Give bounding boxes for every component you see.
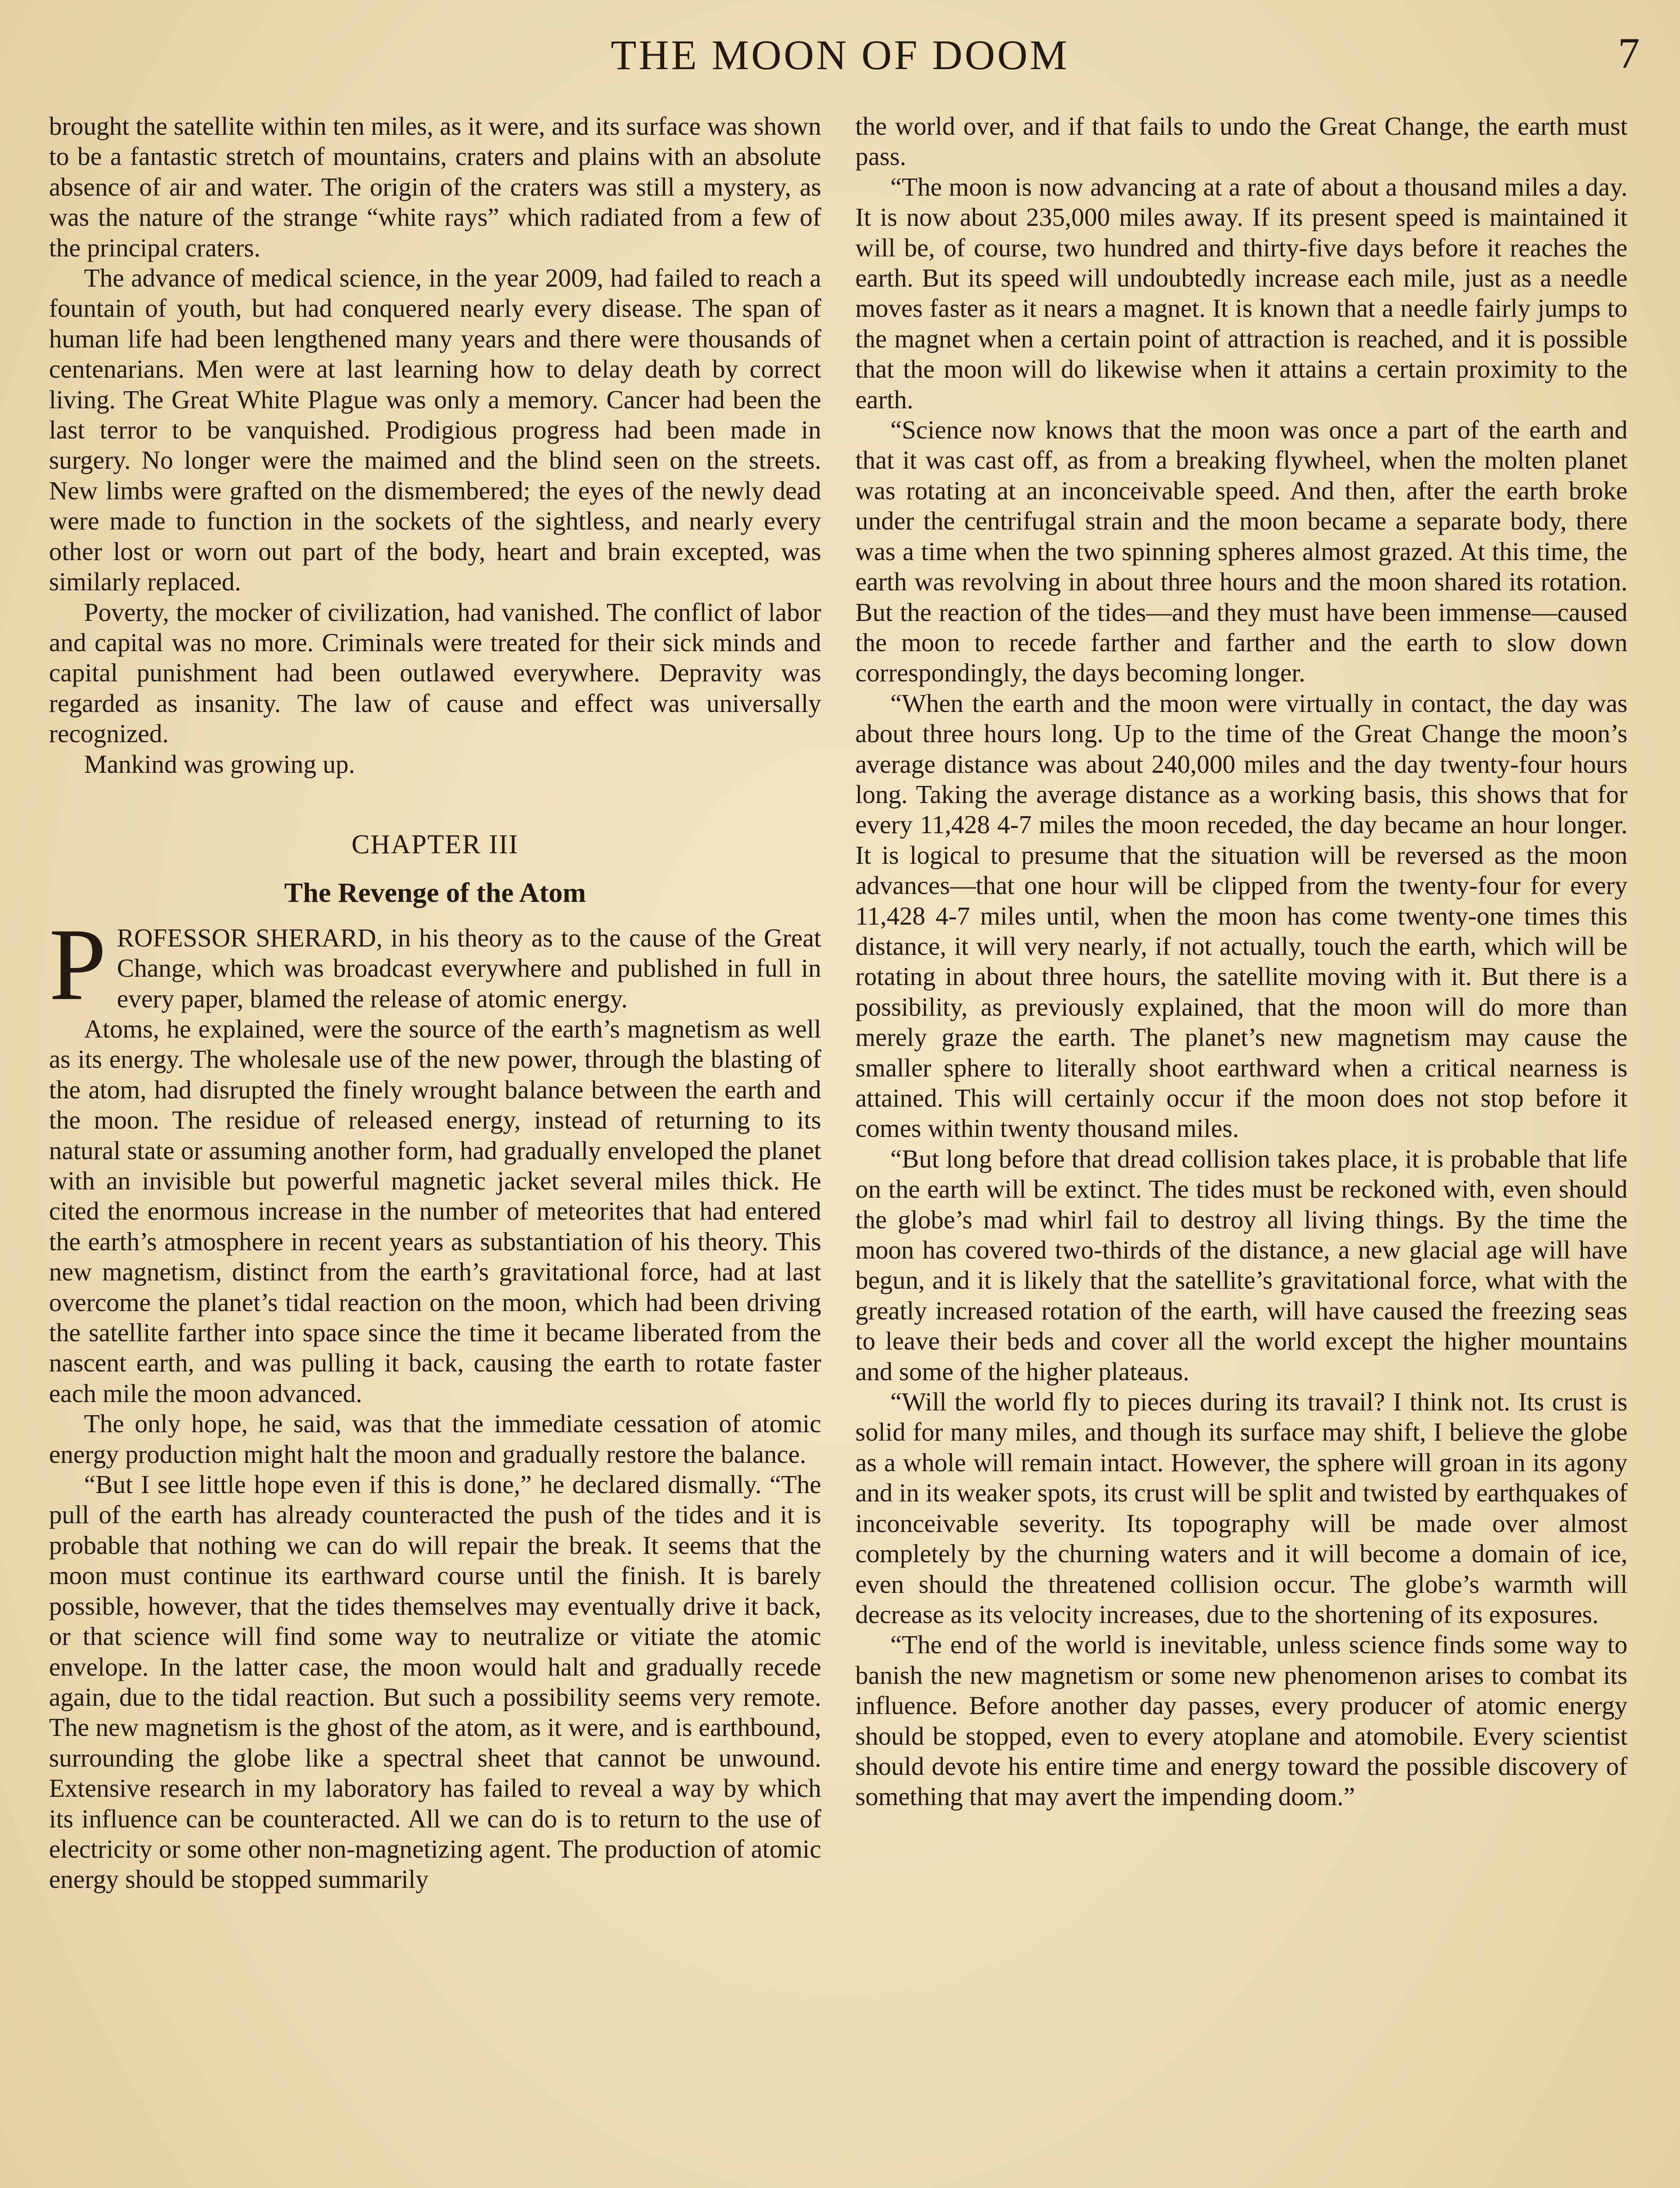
paragraph: Mankind was growing up. (84, 749, 355, 778)
paragraph: “But I see little hope even if this is done,” he declared dismally. “The pull of the earth has already counteracted the push of the tides and it is probable that nothing we can do will repair the break. It seems that the moon must continue its earthward course until the finish. It is barely possible, however, that the tides themselves may eventually drive it back, or that science will find some way to neutralize or vitiate the atomic envelope. In the latter case, the moon would halt and gradually recede again, due to the tidal reaction. But such a possibility seems very remote. The new magnetism is the ghost of the atom, as it were, and is earthbound, surrounding the globe like a spectral sheet that cannot be unwound. Extensive research in my laboratory has failed to reveal a way by which its influence can be counteracted. All we can do is to return to the use of electricity or some other non-magnetizing agent. The production of atomic energy should be stopped summarily (49, 1470, 821, 1894)
paragraph: “When the earth and the moon were virtually in contact, the day was about three hours long. Up to the time of the Great Change the moon’s average distance was about 240,000 miles and the day twenty-four hours long. Taking the average distance as a working basis, this shows that for every 11,428 4-7 miles the moon receded, the day became an hour longer. It is logical to presume that the situation will be reversed as the moon advances—that one hour will be clipped from the twenty-four for every 11,428 4-7 miles until, when the moon has come twenty-one times this distance, it will very nearly, if not actually, touch the earth, which will be rotating in about three hours, the satellite moving with it. But there is a possibility, as previously explained, that the moon will do more than merely graze the earth. The planet’s new magnetism may cause the smaller sphere to literally shoot earthward when a critical nearness is attained. This will certainly occur if the moon does not stop before it comes within twenty thousand miles. (855, 688, 1628, 1143)
paragraph: “Will the world fly to pieces during its travail? I think not. Its crust is solid for many miles, and though its surface may shift, I believe the globe as a whole will remain intact. However, the sphere will groan in its agony and in its weaker spots, its crust will be split and twisted by earthquakes of inconceivable severity. Its topography will be made over almost completely by the churning waters and it will become a domain of ice, even should the threatened collision occur. The globe’s warmth will decrease as its velocity increases, due to the shortening of its exposures. (855, 1387, 1628, 1629)
paragraph: The advance of medical science, in the year 2009, had failed to reach a fountain of youth, but had conquered nearly every disease. The span of human life had been lengthened many years and there were thousands of centenarians. Men were at last learning how to delay death by correct living. The Great White Plague was only a memory. Cancer had been the last terror to be vanquished. Prodigious progress had been made in surgery. No longer were the maimed and the blind seen on the streets. New limbs were grafted on the dismembered; the eyes of the newly dead were made to function in the sockets of the sightless, and nearly every other lost or worn out part of the body, heart and brain excepted, was similarly replaced. (49, 263, 821, 596)
paragraph: brought the satellite within ten miles, as it were, and its surface was shown to be a fantastic stretch of mountains, craters and plains with an absolute absence of air and water. The origin of the craters was still a mystery, as was the nature of the strange “white rays” which radiated from a few of the principal craters. (49, 112, 821, 262)
chapter-heading: CHAPTER III (351, 829, 519, 859)
page-number: 7 (1618, 29, 1640, 77)
paragraph: Poverty, the mocker of civilization, had vanished. The conflict of labor and capital was no more. Criminals were treated for their sick minds and capital punishment had been outlawed everywhere. Depravity was regarded as insanity. The law of cause and effect was universally recognized. (49, 597, 821, 748)
drop-cap: P (49, 907, 107, 1022)
lead-paragraph-text: ROFESSOR SHERARD, in his theory as to the cause of the Great Change, which was broadcast everywhere and published in full in every paper, blamed the release of atomic energy. (117, 923, 821, 1013)
paragraph: The only hope, he said, was that the immediate cessation of atomic energy production might halt the moon and gradually restore the balance. (49, 1409, 821, 1469)
left-column (49, 111, 821, 1895)
chapter-lead-paragraph (49, 907, 821, 1022)
paragraph: “But long before that dread collision takes place, it is probable that life on the earth will be extinct. The tides must be reckoned with, even should the globe’s mad whirl fail to destroy all living things. By the time the moon has covered two-thirds of the distance, a new glacial age will have begun, and it is likely that the satellite’s gravitational force, what with the greatly increased rotation of the earth, will have caused the freezing seas to leave their beds and cover all the world except the higher mountains and some of the higher plateaus. (855, 1144, 1628, 1386)
paragraph: “Science now knows that the moon was once a part of the earth and that it was cast off, as from a breaking flywheel, when the molten planet was rotating at an inconceivable speed. And then, after the earth broke under the centrifugal strain and the moon became a separate body, there was a time when the two spinning spheres almost grazed. At this time, the earth was revolving in about three hours and the moon shared its rotation. But the reaction of the tides—and they must have been immense—caused the moon to recede farther and farther and the earth to slow down correspondingly, the days becoming longer. (855, 415, 1628, 687)
paragraph: the world over, and if that fails to undo the Great Change, the earth must pass. (855, 112, 1628, 171)
right-column (855, 111, 1628, 1812)
running-header-title: THE MOON OF DOOM (610, 32, 1069, 78)
paragraph: Atoms, he explained, were the source of the earth’s magnetism as well as its energy. The wholesale use of the new power, through the blasting of the atom, had disrupted the finely wrought balance between the earth and the moon. The residue of released energy, instead of returning to its natural state or assuming another form, had gradually enveloped the planet with an invisible but powerful magnetic jacket several miles thick. He cited the enormous increase in the number of meteorites that had entered the earth’s atmosphere in recent years as substantiation of his theory. This new magnetism, distinct from the earth’s gravitational force, had at last overcome the planet’s tidal reaction on the moon, which had been driving the satellite farther into space since the time it became liberated from the nascent earth, and was pulling it back, causing the earth to rotate faster each mile the moon advanced. (49, 1014, 821, 1408)
paragraph: “The moon is now advancing at a rate of about a thousand miles a day. It is now about 235,000 miles away. If its present speed is maintained it will be, of course, two hundred and thirty-five days before it reaches the earth. But its speed will undoubtedly increase each mile, just as a needle moves faster as it nears a magnet. It is known that a needle fairly jumps to the magnet when a certain point of attraction is reached, and it is possible that the moon will do likewise when it attains a certain proximity to the earth. (855, 172, 1628, 414)
chapter-subtitle: The Revenge of the Atom (284, 877, 586, 908)
paragraph: “The end of the world is inevitable, unless science finds some way to banish the new magnetism or some new phenomenon arises to combat its influence. Before another day passes, every producer of atomic energy should be stopped, even to every atoplane and atomobile. Every scientist should devote his entire time and energy toward the possible discovery of something that may avert the impending doom.” (855, 1630, 1628, 1811)
